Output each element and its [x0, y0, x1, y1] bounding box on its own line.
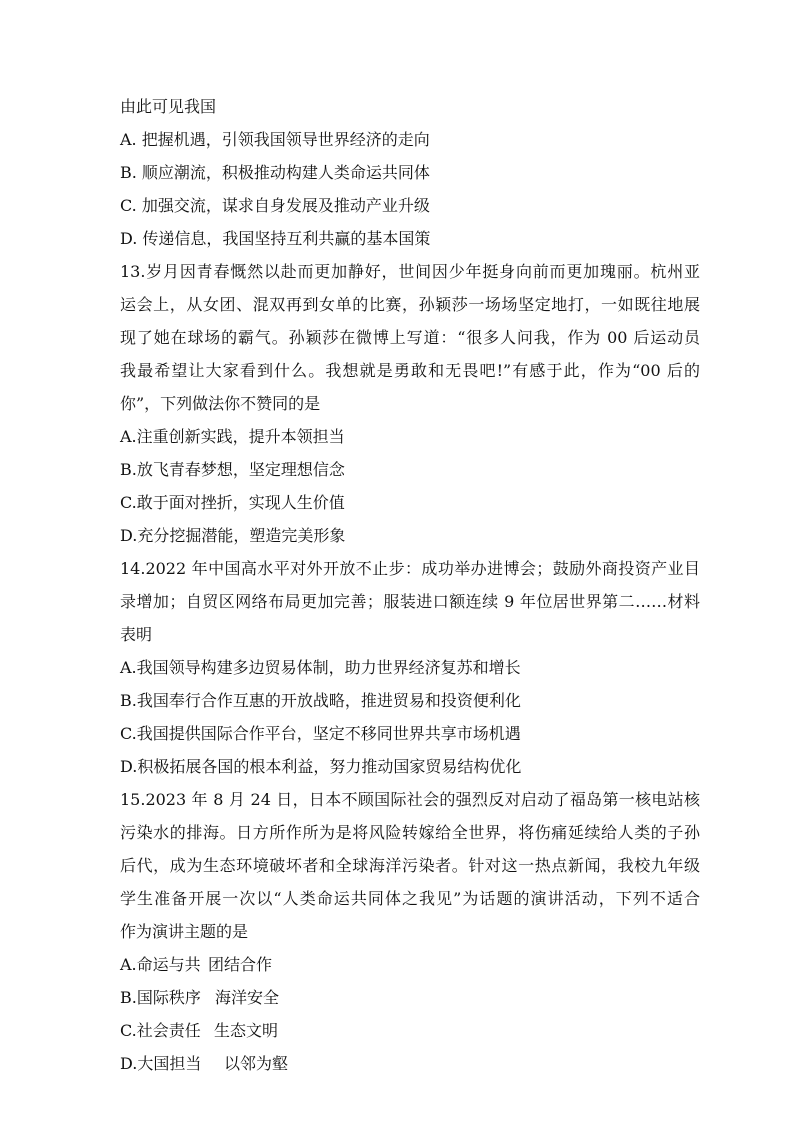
question-stem-line: 学生准备开展一次以“人类命运共同体之我见”为话题的演讲活动，下列不适合: [120, 889, 700, 908]
question-14: [120, 552, 700, 783]
option-b: B. 顺应潮流，积极推动构建人类命运共同体: [120, 163, 430, 182]
option-b: B.我国奉行合作互惠的开放战略，推进贸易和投资便利化: [120, 691, 521, 710]
option-d: D. 传递信息，我国坚持互利共赢的基本国策: [120, 229, 431, 248]
question-stem-line: 作为演讲主题的是: [120, 922, 249, 941]
option-topic: 团结合作: [208, 955, 273, 974]
question-stem-line: 运会上，从女团、混双再到女单的比赛，孙颖莎一场场坚定地打，一如既往地展: [120, 295, 700, 314]
option-topic: 海洋安全: [215, 988, 280, 1007]
option-label: B.国际秩序: [120, 988, 201, 1007]
exam-page: [120, 90, 700, 1080]
question-stem-line: 现了她在球场的霸气。孙颖莎在微博上写道：“很多人问我，作为 00 后运动员: [120, 328, 700, 347]
option-label: C.社会责任: [120, 1021, 201, 1040]
option-c: C.敢于面对挫折，实现人生价值: [120, 493, 345, 512]
option-b: [120, 981, 700, 1014]
option-label: A.命运与共: [120, 955, 201, 974]
question-12: [120, 90, 700, 255]
option-a: A. 把握机遇，引领我国领导世界经济的走向: [120, 130, 430, 149]
option-label: D.大国担当: [120, 1054, 202, 1073]
option-a: A.注重创新实践，提升本领担当: [120, 427, 345, 446]
option-d: [120, 1047, 700, 1080]
question-stem-line: 录增加；自贸区网络布局更加完善；服装进口额连续 9 年位居世界第二……材料: [120, 592, 700, 611]
question-stem-line: 14.2022 年中国高水平对外开放不止步：成功举办进博会；鼓励外商投资产业目: [120, 559, 700, 578]
question-stem-line: 13.岁月因青春慨然以赴而更加静好，世间因少年挺身向前而更加瑰丽。杭州亚: [120, 262, 700, 281]
question-stem-line: 后代，成为生态环境破坏者和全球海洋污染者。针对这一热点新闻，我校九年级: [120, 856, 700, 875]
question-stem-line: 你”，下列做法你不赞同的是: [120, 394, 321, 413]
question-13: [120, 255, 700, 552]
question-stem-line: 污染水的排海。日方所作所为是将风险转嫁给全世界，将伤痛延续给人类的子孙: [120, 823, 700, 842]
option-a: [120, 948, 700, 981]
option-topic: 以邻为壑: [224, 1054, 289, 1073]
question-15: [120, 783, 700, 1080]
option-c: C.我国提供国际合作平台，坚定不移同世界共享市场机遇: [120, 724, 521, 743]
option-topic: 生态文明: [214, 1021, 279, 1040]
option-b: B.放飞青春梦想，坚定理想信念: [120, 460, 345, 479]
question-stem-line: 我最希望让大家看到什么。我想就是勇敢和无畏吧!”有感于此，作为“00 后的: [120, 361, 700, 380]
option-a: A.我国领导构建多边贸易体制，助力世界经济复苏和增长: [120, 658, 521, 677]
question-stem-tail: 由此可见我国: [120, 97, 217, 116]
option-c: C. 加强交流，谋求自身发展及推动产业升级: [120, 196, 430, 215]
question-stem-line: 表明: [120, 625, 153, 644]
option-d: D.充分挖掘潜能，塑造完美形象: [120, 526, 346, 545]
question-stem-line: 15.2023 年 8 月 24 日，日本不顾国际社会的强烈反对启动了福岛第一核电站核: [120, 790, 700, 809]
option-d: D.积极拓展各国的根本利益，努力推动国家贸易结构优化: [120, 757, 522, 776]
option-c: [120, 1014, 700, 1047]
